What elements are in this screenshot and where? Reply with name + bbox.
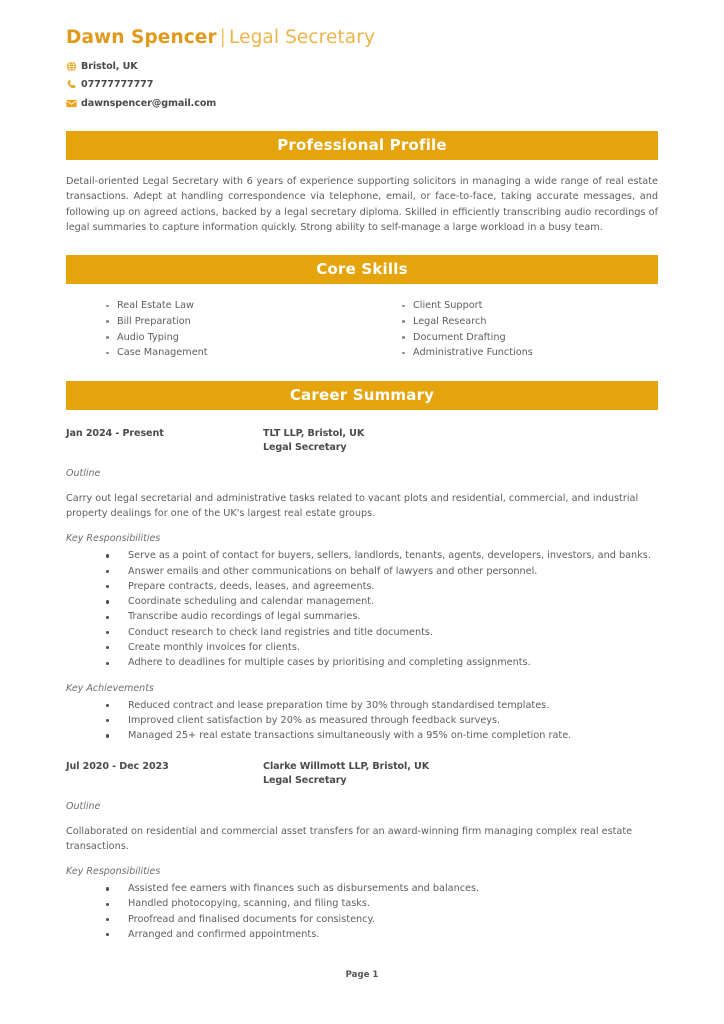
- list-item: Coordinate scheduling and calendar management.: [66, 594, 658, 609]
- outline-label: Outline: [66, 800, 101, 812]
- list-item: Bill Preparation: [104, 314, 362, 330]
- contact-phone: [66, 77, 658, 93]
- skills-column-left: [66, 298, 362, 360]
- list-item: Assisted fee earners with finances such as disbursements and balances.: [66, 881, 658, 896]
- job-organisation: [263, 760, 429, 789]
- list-item: Serve as a point of contact for buyers, sellers, landlords, tenants, agents, developers, investors, and banks.: [66, 548, 658, 563]
- list-item: Improved client satisfaction by 20% as measured through feedback surveys.: [66, 713, 658, 728]
- list-item: Real Estate Law: [104, 298, 362, 314]
- list-item: Audio Typing: [104, 330, 362, 346]
- list-item: Prepare contracts, deeds, leases, and agreements.: [66, 579, 658, 594]
- list-item: Arranged and confirmed appointments.: [66, 927, 658, 942]
- list-item: Conduct research to check land registries and title documents.: [66, 625, 658, 640]
- job-organisation: [263, 427, 364, 456]
- job-outline: Carry out legal secretarial and administrative tasks related to vacant plots and residential, commercial, and industrial property dealings for one of the UK's largest real estate groups.: [66, 492, 639, 519]
- contact-phone-text: 07777777777: [81, 79, 154, 91]
- list-item: Answer emails and other communications on behalf of lawyers and other personnel.: [66, 564, 658, 579]
- contact-location: [66, 58, 658, 74]
- job-dates: Jul 2020 - Dec 2023: [66, 760, 169, 772]
- section-title-profile: Professional Profile: [277, 136, 447, 155]
- job-header: [66, 427, 658, 456]
- list-item: Document Drafting: [400, 330, 658, 346]
- responsibilities-list: [66, 881, 658, 942]
- responsibilities-list: [66, 548, 658, 670]
- skills-columns: [66, 298, 658, 360]
- envelope-icon: [66, 97, 81, 110]
- job-company: TLT LLP, Bristol, UK: [263, 427, 365, 439]
- list-item: Create monthly invoices for clients.: [66, 640, 658, 655]
- list-item: Legal Research: [400, 314, 658, 330]
- section-bar-skills: [66, 255, 658, 284]
- section-bar-profile: [66, 131, 658, 160]
- list-item: Case Management: [104, 345, 362, 361]
- contact-email-text: dawnspencer@gmail.com: [81, 97, 217, 109]
- responsibilities-label: Key Responsibilities: [66, 533, 161, 545]
- candidate-role: Legal Secretary: [229, 27, 376, 48]
- list-item: Client Support: [400, 298, 658, 314]
- job-outline: Collaborated on residential and commercial asset transfers for an award-winning firm managing complex real estate transactions.: [66, 825, 633, 852]
- achievements-label: Key Achievements: [66, 682, 154, 694]
- job-title: Legal Secretary: [263, 775, 347, 787]
- section-title-skills: Core Skills: [316, 260, 408, 279]
- globe-icon: [66, 60, 81, 73]
- job-company: Clarke Willmott LLP, Bristol, UK: [263, 760, 430, 772]
- responsibilities-label: Key Responsibilities: [66, 866, 161, 878]
- section-title-career: Career Summary: [289, 385, 435, 404]
- name-separator: |: [219, 27, 227, 48]
- phone-icon: [66, 78, 81, 91]
- list-item: Administrative Functions: [400, 345, 658, 361]
- page-footer: Page 1: [345, 970, 379, 980]
- skills-column-right: [362, 298, 658, 360]
- resume-header: [66, 0, 658, 111]
- list-item: Reduced contract and lease preparation time by 30% through standardised templates.: [66, 698, 658, 713]
- contact-email: [66, 95, 658, 111]
- job-dates: Jan 2024 - Present: [66, 427, 164, 439]
- achievements-list: [66, 698, 658, 744]
- contact-list: [66, 58, 658, 111]
- list-item: Managed 25+ real estate transactions simultaneously with a 95% on-time completion rate.: [66, 728, 658, 743]
- candidate-name: Dawn Spencer: [66, 27, 217, 48]
- candidate-name-line: [66, 26, 658, 49]
- list-item: Proofread and finalised documents for consistency.: [66, 912, 658, 927]
- job-entry: [66, 427, 658, 744]
- section-bar-career: [66, 381, 658, 410]
- job-title: Legal Secretary: [263, 442, 347, 454]
- list-item: Adhere to deadlines for multiple cases by prioritising and completing assignments.: [66, 655, 658, 670]
- list-item: Handled photocopying, scanning, and filing tasks.: [66, 896, 658, 911]
- job-header: [66, 760, 658, 789]
- contact-location-text: Bristol, UK: [81, 60, 138, 72]
- list-item: Transcribe audio recordings of legal summaries.: [66, 609, 658, 624]
- job-entry: [66, 760, 658, 943]
- profile-body: Detail-oriented Legal Secretary with 6 years of experience supporting solicitors in managing a wide range of real estate transactions. Adept at handling correspondence via telephone, email, or face-to-face, taking accurate messages, and following up on agreed actions, backed by a legal secretary diploma. Skilled in efficiently transcribing audio recordings of legal summaries to capture information quickly. Strong ability to self-manage a large workload in a busy team.: [66, 176, 658, 234]
- outline-label: Outline: [66, 467, 101, 479]
